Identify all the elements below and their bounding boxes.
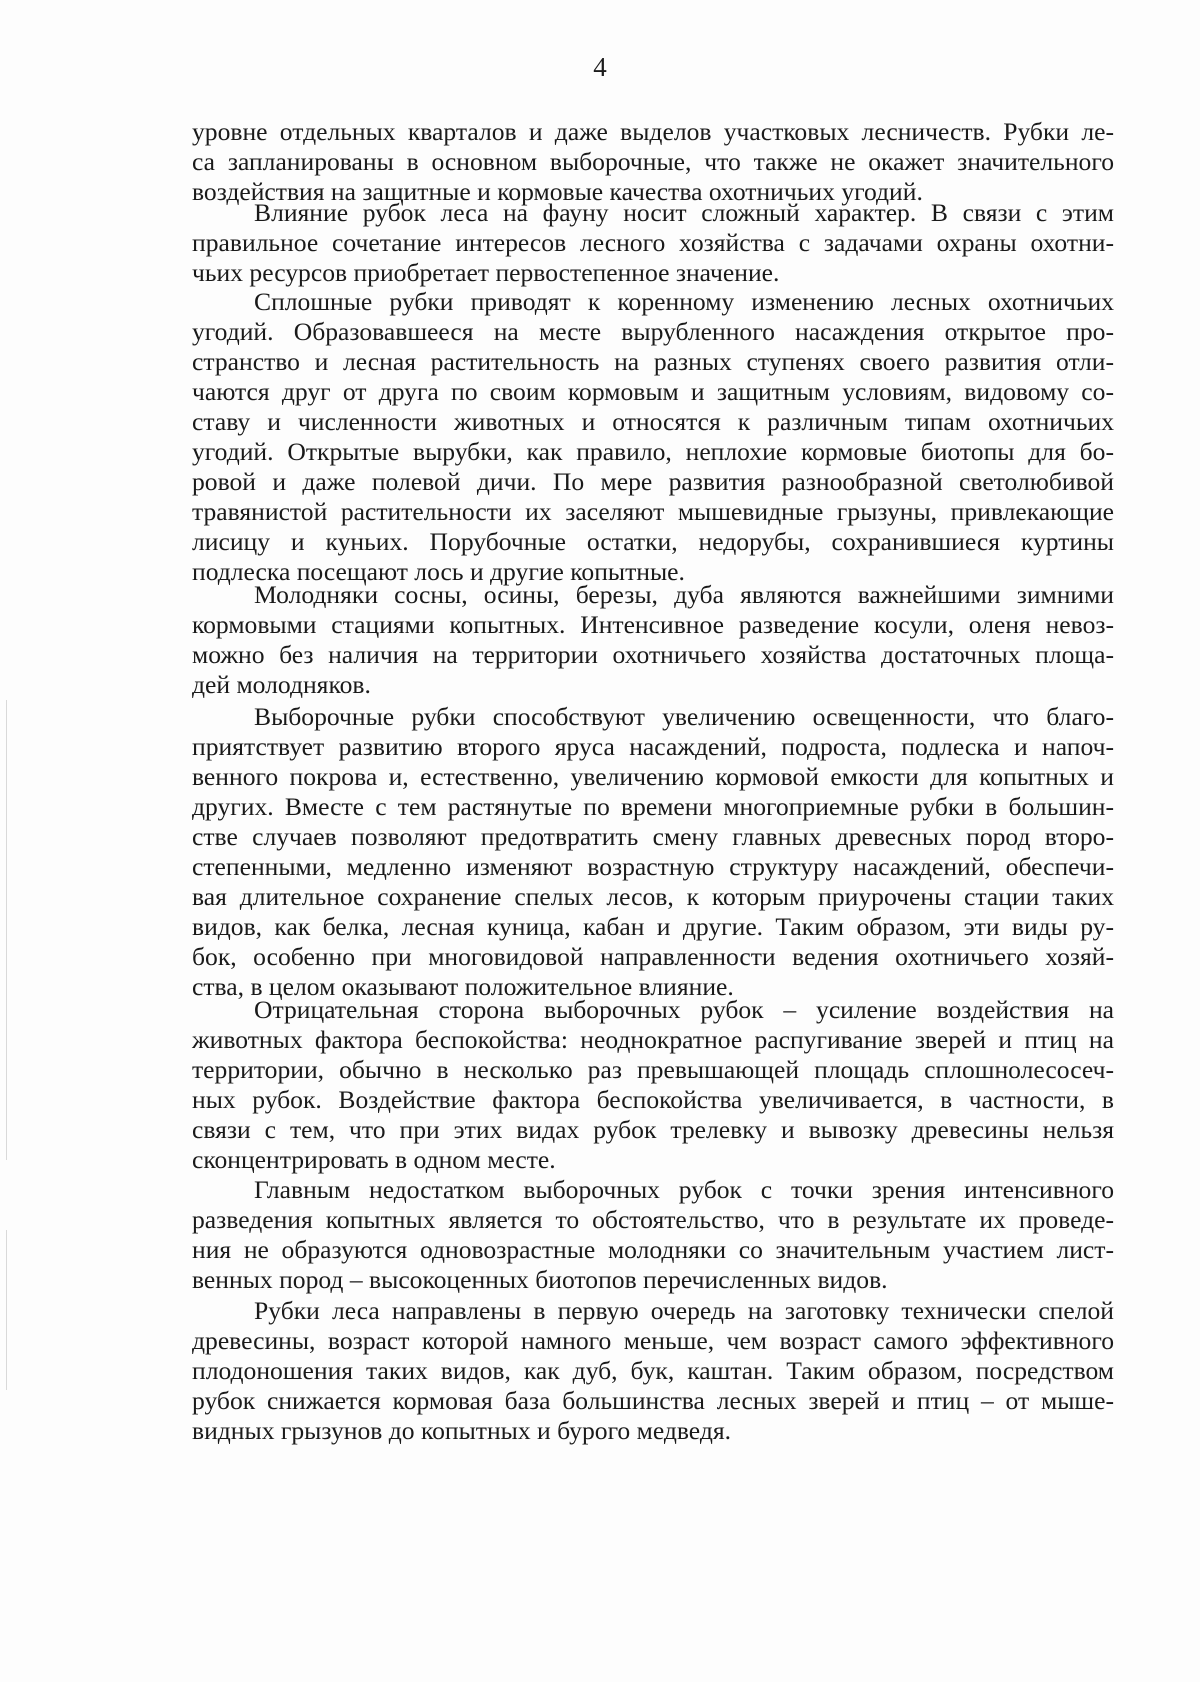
- text-line: лисицу и куньих. Порубочные остатки, недорубы, сохранившиеся куртины: [192, 527, 1114, 556]
- text-line: древесины, возраст которой намного меньше, чем возраст самого эффективного: [192, 1326, 1114, 1355]
- text-line: венных пород – высокоценных биотопов перечисленных видов.: [192, 1265, 888, 1294]
- text-line: степенными, медленно изменяют возрастную структуру насаждений, обеспечи-: [192, 852, 1114, 881]
- text-line: других. Вместе с тем растянутые по времени многоприемные рубки в большин-: [192, 792, 1114, 821]
- text-line: разведения копытных является то обстоятельство, что в результате их проведе-: [192, 1205, 1114, 1234]
- text-line: вая длительное сохранение спелых лесов, к которым приурочены стации таких: [192, 882, 1114, 911]
- text-line: травянистой растительности их заселяют мышевидные грызуны, привлекающие: [192, 497, 1114, 526]
- text-line: Отрицательная сторона выборочных рубок – усиление воздействия на: [254, 995, 1114, 1024]
- text-line: странство и лесная растительность на разных ступенях своего развития отли-: [192, 347, 1114, 376]
- text-line: правильное сочетание интересов лесного хозяйства с задачами охраны охотни-: [192, 228, 1114, 257]
- text-line: стве случаев позволяют предотвратить смену главных древесных пород второ-: [192, 822, 1114, 851]
- text-line: животных фактора беспокойства: неоднократное распугивание зверей и птиц на: [192, 1025, 1114, 1054]
- text-line: Сплошные рубки приводят к коренному изменению лесных охотничьих: [254, 287, 1114, 316]
- text-line: можно без наличия на территории охотничьего хозяйства достаточных площа-: [192, 640, 1114, 669]
- text-line: угодий. Образовавшееся на месте вырубленного насаждения открытое про-: [192, 317, 1114, 346]
- text-line: Влияние рубок леса на фауну носит сложный характер. В связи с этим: [254, 198, 1114, 227]
- text-line: приятствует развитию второго яруса насаждений, подроста, подлеска и напоч-: [192, 732, 1114, 761]
- text-line: кормовыми стациями копытных. Интенсивное разведение косули, оленя невоз-: [192, 610, 1114, 639]
- text-line: Молодняки сосны, осины, березы, дуба являются важнейшими зимними: [254, 580, 1114, 609]
- text-line: Выборочные рубки способствуют увеличению освещенности, что благо-: [254, 702, 1114, 731]
- text-line: ных рубок. Воздействие фактора беспокойства увеличивается, в частности, в: [192, 1085, 1114, 1114]
- page-number: 4: [593, 52, 607, 82]
- text-line: плодоношения таких видов, как дуб, бук, каштан. Таким образом, посредством: [192, 1356, 1114, 1385]
- text-line: территории, обычно в несколько раз превышающей площадь сплошнолесосеч-: [192, 1055, 1114, 1084]
- text-line: уровне отдельных кварталов и даже выделов участковых лесничеств. Рубки ле-: [192, 117, 1114, 146]
- text-line: связи с тем, что при этих видах рубок трелевку и вывозку древесины нельзя: [192, 1115, 1114, 1144]
- text-line: са запланированы в основном выборочные, что также не окажет значительного: [192, 147, 1114, 176]
- text-line: подлеска посещают лось и другие копытные.: [192, 557, 685, 586]
- text-line: сконцентрировать в одном месте.: [192, 1145, 556, 1174]
- text-line: ства, в целом оказывают положительное влияние.: [192, 972, 734, 1001]
- text-line: воздействия на защитные и кормовые качества охотничьих угодий.: [192, 177, 923, 206]
- scan-margin-mark: [6, 1230, 7, 1390]
- text-line: дей молодняков.: [192, 670, 371, 699]
- text-line: Рубки леса направлены в первую очередь на заготовку технически спелой: [254, 1296, 1114, 1325]
- text-line: венного покрова и, естественно, увеличению кормовой емкости для копытных и: [192, 762, 1114, 791]
- text-line: ния не образуются одновозрастные молодняки со значительным участием лист-: [192, 1235, 1114, 1264]
- text-line: видов, как белка, лесная куница, кабан и другие. Таким образом, эти виды ру-: [192, 912, 1114, 941]
- text-line: бок, особенно при многовидовой направленности ведения охотничьего хозяй-: [192, 942, 1114, 971]
- scan-margin-mark: [6, 700, 7, 1160]
- text-line: чьих ресурсов приобретает первостепенное значение.: [192, 258, 780, 287]
- text-line: ставу и численности животных и относятся к различным типам охотничьих: [192, 407, 1114, 436]
- text-line: чаются друг от друга по своим кормовым и защитным условиям, видовому со-: [192, 377, 1114, 406]
- text-line: угодий. Открытые вырубки, как правило, неплохие кормовые биотопы для бо-: [192, 437, 1114, 466]
- text-line: видных грызунов до копытных и бурого медведя.: [192, 1416, 732, 1445]
- text-line: рубок снижается кормовая база большинства лесных зверей и птиц – от мыше-: [192, 1386, 1114, 1415]
- text-line: ровой и даже полевой дичи. По мере развития разнообразной светолюбивой: [192, 467, 1114, 496]
- text-line: Главным недостатком выборочных рубок с точки зрения интенсивного: [254, 1175, 1114, 1204]
